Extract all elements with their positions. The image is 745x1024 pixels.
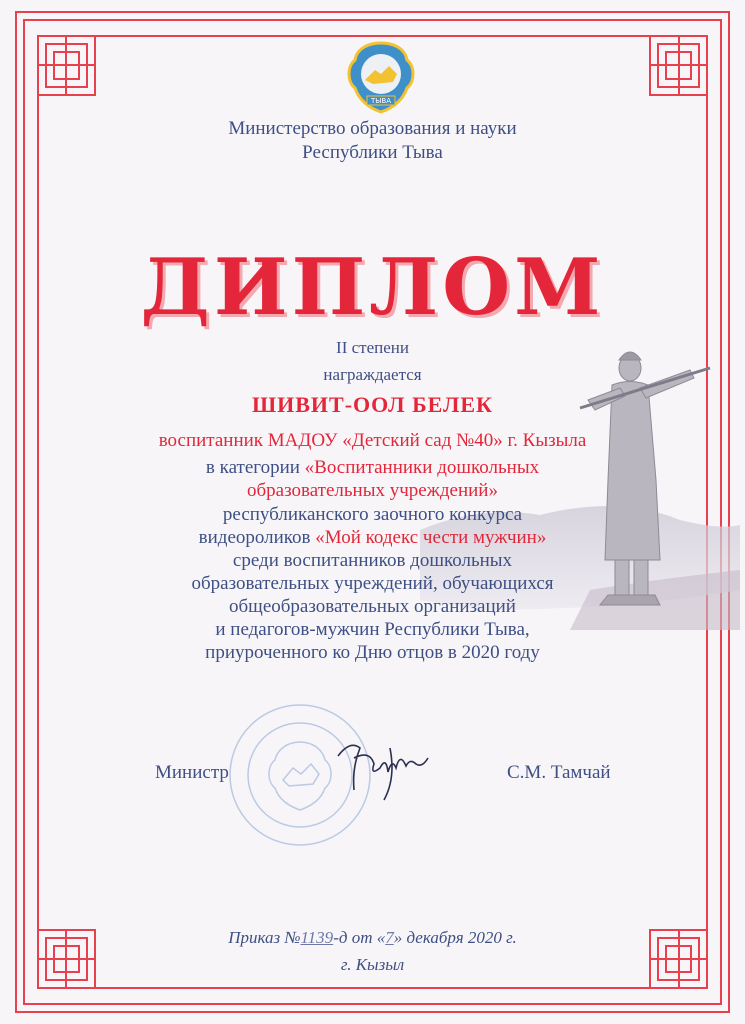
signer-role: Министр xyxy=(155,762,229,783)
order-day: 7 xyxy=(385,928,394,947)
order-line xyxy=(0,928,745,948)
contest-line-4: образовательных учреждений, обучающихся xyxy=(191,573,554,594)
order-suffix: » декабря 2020 г. xyxy=(393,928,517,947)
order-mid: -д от « xyxy=(333,928,386,947)
ministry-line-1: Министерство образования и науки xyxy=(228,118,517,139)
city-line: г. Кызыл xyxy=(340,955,405,974)
tuva-emblem-icon xyxy=(345,40,417,116)
order-number: 1139 xyxy=(300,928,334,947)
handwritten-signature xyxy=(330,728,440,808)
contest-line-5: общеобразовательных организаций xyxy=(229,596,516,617)
category-name-2: образовательных учреждений» xyxy=(247,480,498,501)
category-prefix: в категории xyxy=(205,457,305,478)
contest-line-1: республиканского заочного конкурса xyxy=(222,504,523,525)
ministry-line-2: Республики Тыва xyxy=(302,142,443,163)
emblem-text: ТЫВА xyxy=(370,97,392,105)
contest-name: «Мой кодекс чести мужчин» xyxy=(315,527,547,548)
category-block xyxy=(0,456,745,502)
diploma-title: ДИПЛОМ xyxy=(140,242,605,333)
contest-line-3: среди воспитанников дошкольных xyxy=(232,550,513,571)
ministry-header xyxy=(0,117,745,165)
order-prefix: Приказ № xyxy=(228,928,301,947)
category-name-1: «Воспитанники дошкольных xyxy=(304,457,540,478)
contest-line-7: приуроченного ко Дню отцов в 2020 году xyxy=(205,642,540,663)
pupil-line: воспитанник МАДОУ «Детский сад №40» г. Кызыла xyxy=(158,430,587,451)
awarded-label: награждается xyxy=(323,365,422,384)
contest-line-2-prefix: видеороликов xyxy=(198,527,316,548)
recipient-name: ШИВИТ-ООЛ БЕЛЕК xyxy=(251,392,494,417)
diploma-degree: II степени xyxy=(336,338,409,357)
contest-line-6: и педагогов-мужчин Республики Тыва, xyxy=(215,619,530,640)
contest-block xyxy=(0,503,745,664)
signer-name: С.М. Тамчай xyxy=(507,762,611,783)
